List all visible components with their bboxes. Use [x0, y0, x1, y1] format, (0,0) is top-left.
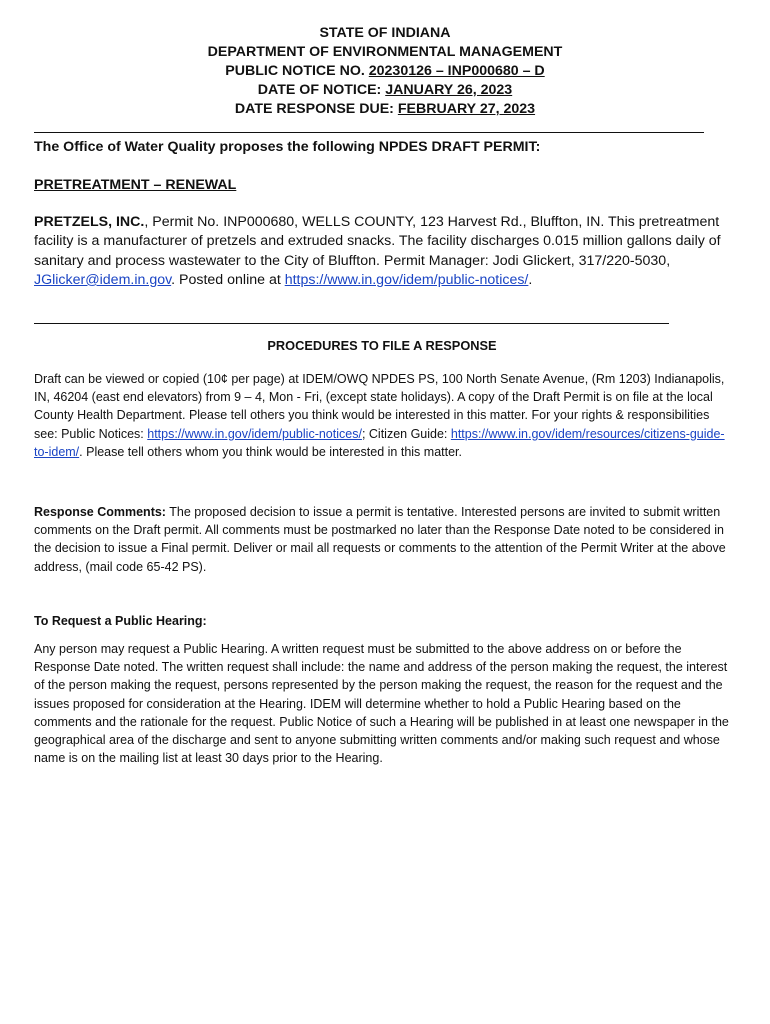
procedures-text-3: . Please tell others whom you think would be interested in this matter. — [79, 444, 462, 459]
state-title: STATE OF INDIANA — [319, 25, 451, 41]
public-notices-link-2[interactable]: https://www.in.gov/idem/public-notices/ — [147, 426, 362, 441]
notice-date-value: JANUARY 26, 2023 — [385, 82, 513, 98]
department-title: DEPARTMENT OF ENVIRONMENTAL MANAGEMENT — [207, 44, 563, 60]
response-text: The proposed decision to issue a permit is tentative. Interested persons are invited to submit written comments on the Draft permit. All comments must be postmarked no later than the Response Date noted to be considered in the decision to issue a Final permit. Deliver or mail all requests or comments to the attention of the Permit Writer at the above address, (mail code 65-42 PS). — [34, 505, 726, 574]
response-paragraph — [34, 503, 730, 576]
permit-text-2: . Posted online at — [171, 271, 285, 288]
notice-number-line — [0, 62, 770, 81]
hearing-paragraph: Any person may request a Public Hearing. A written request must be submitted to the above address on or before the Response Date noted. The written request shall include: the name and address of the person making the request, the interest of the person making the request, persons represented by the person making the request, the reason for the request and the issues proposed for consideration at the Hearing. IDEM will determine whether to hold a Public Hearing based on the comments and the rationale for the request. Public Notice of such a Hearing will be published in at least one newspaper in the geographical area of the discharge and sent to anyone submitting written comments and/or making such request and whose name is on the mailing list at least 30 days prior to the Hearing. — [34, 642, 729, 766]
citizens-guide-link[interactable]: https://www.in.gov/idem/resources/citizens-guide-to-idem/ — [34, 426, 725, 459]
company-name: PRETZELS, INC. — [34, 214, 145, 230]
notice-number-value: 20230126 – INP000680 – D — [368, 63, 545, 79]
public-notices-link[interactable]: https://www.in.gov/idem/public-notices/ — [284, 271, 529, 288]
notice-date-label: DATE OF NOTICE: — [257, 82, 386, 98]
notice-number-label: PUBLIC NOTICE NO. — [225, 63, 369, 79]
permit-text-3: . — [528, 271, 533, 288]
response-due-line — [0, 100, 770, 119]
header-divider — [34, 132, 704, 133]
procedures-paragraph — [34, 370, 730, 461]
procedures-title: PROCEDURES TO FILE A RESPONSE — [267, 338, 497, 353]
procedures-text-1: Draft can be viewed or copied (10¢ per page) at IDEM/OWQ NPDES PS, 100 North Senate Avenue, (Rm 1203) Indianapolis, IN, 46204 (east end elevators) from 9 – 4, Mon - Fri, (except state holidays). A copy of the Draft Permit is on file at the local County Health Department. Please tell others you think would be interested in this matter. For your rights & responsibilities see: Public Notices: — [34, 372, 725, 441]
intro-line: The Office of Water Quality proposes the following NPDES DRAFT PERMIT: — [34, 139, 541, 155]
permit-paragraph — [34, 213, 730, 290]
response-label: Response Comments: — [34, 505, 166, 519]
section-title: PRETREATMENT – RENEWAL — [34, 177, 237, 193]
procedures-text-2: ; Citizen Guide: — [361, 426, 451, 441]
hearing-title: To Request a Public Hearing: — [34, 614, 207, 628]
notice-date-line — [0, 81, 770, 100]
response-due-value: FEBRUARY 27, 2023 — [397, 101, 536, 117]
response-due-label: DATE RESPONSE DUE: — [234, 101, 398, 117]
permit-divider — [34, 323, 669, 324]
permit-manager-email-link[interactable]: JGlicker@idem.in.gov — [34, 271, 172, 288]
permit-text-1: , Permit No. INP000680, WELLS COUNTY, 123 Harvest Rd., Bluffton, IN. This pretreatment facility is a manufacturer of pretzels and extruded snacks. The facility discharges 0.015 million gallons daily of sanitary and process wastewater to the City of Bluffton. Permit Manager: Jodi Glickert, 317/220-5030, — [34, 214, 721, 269]
